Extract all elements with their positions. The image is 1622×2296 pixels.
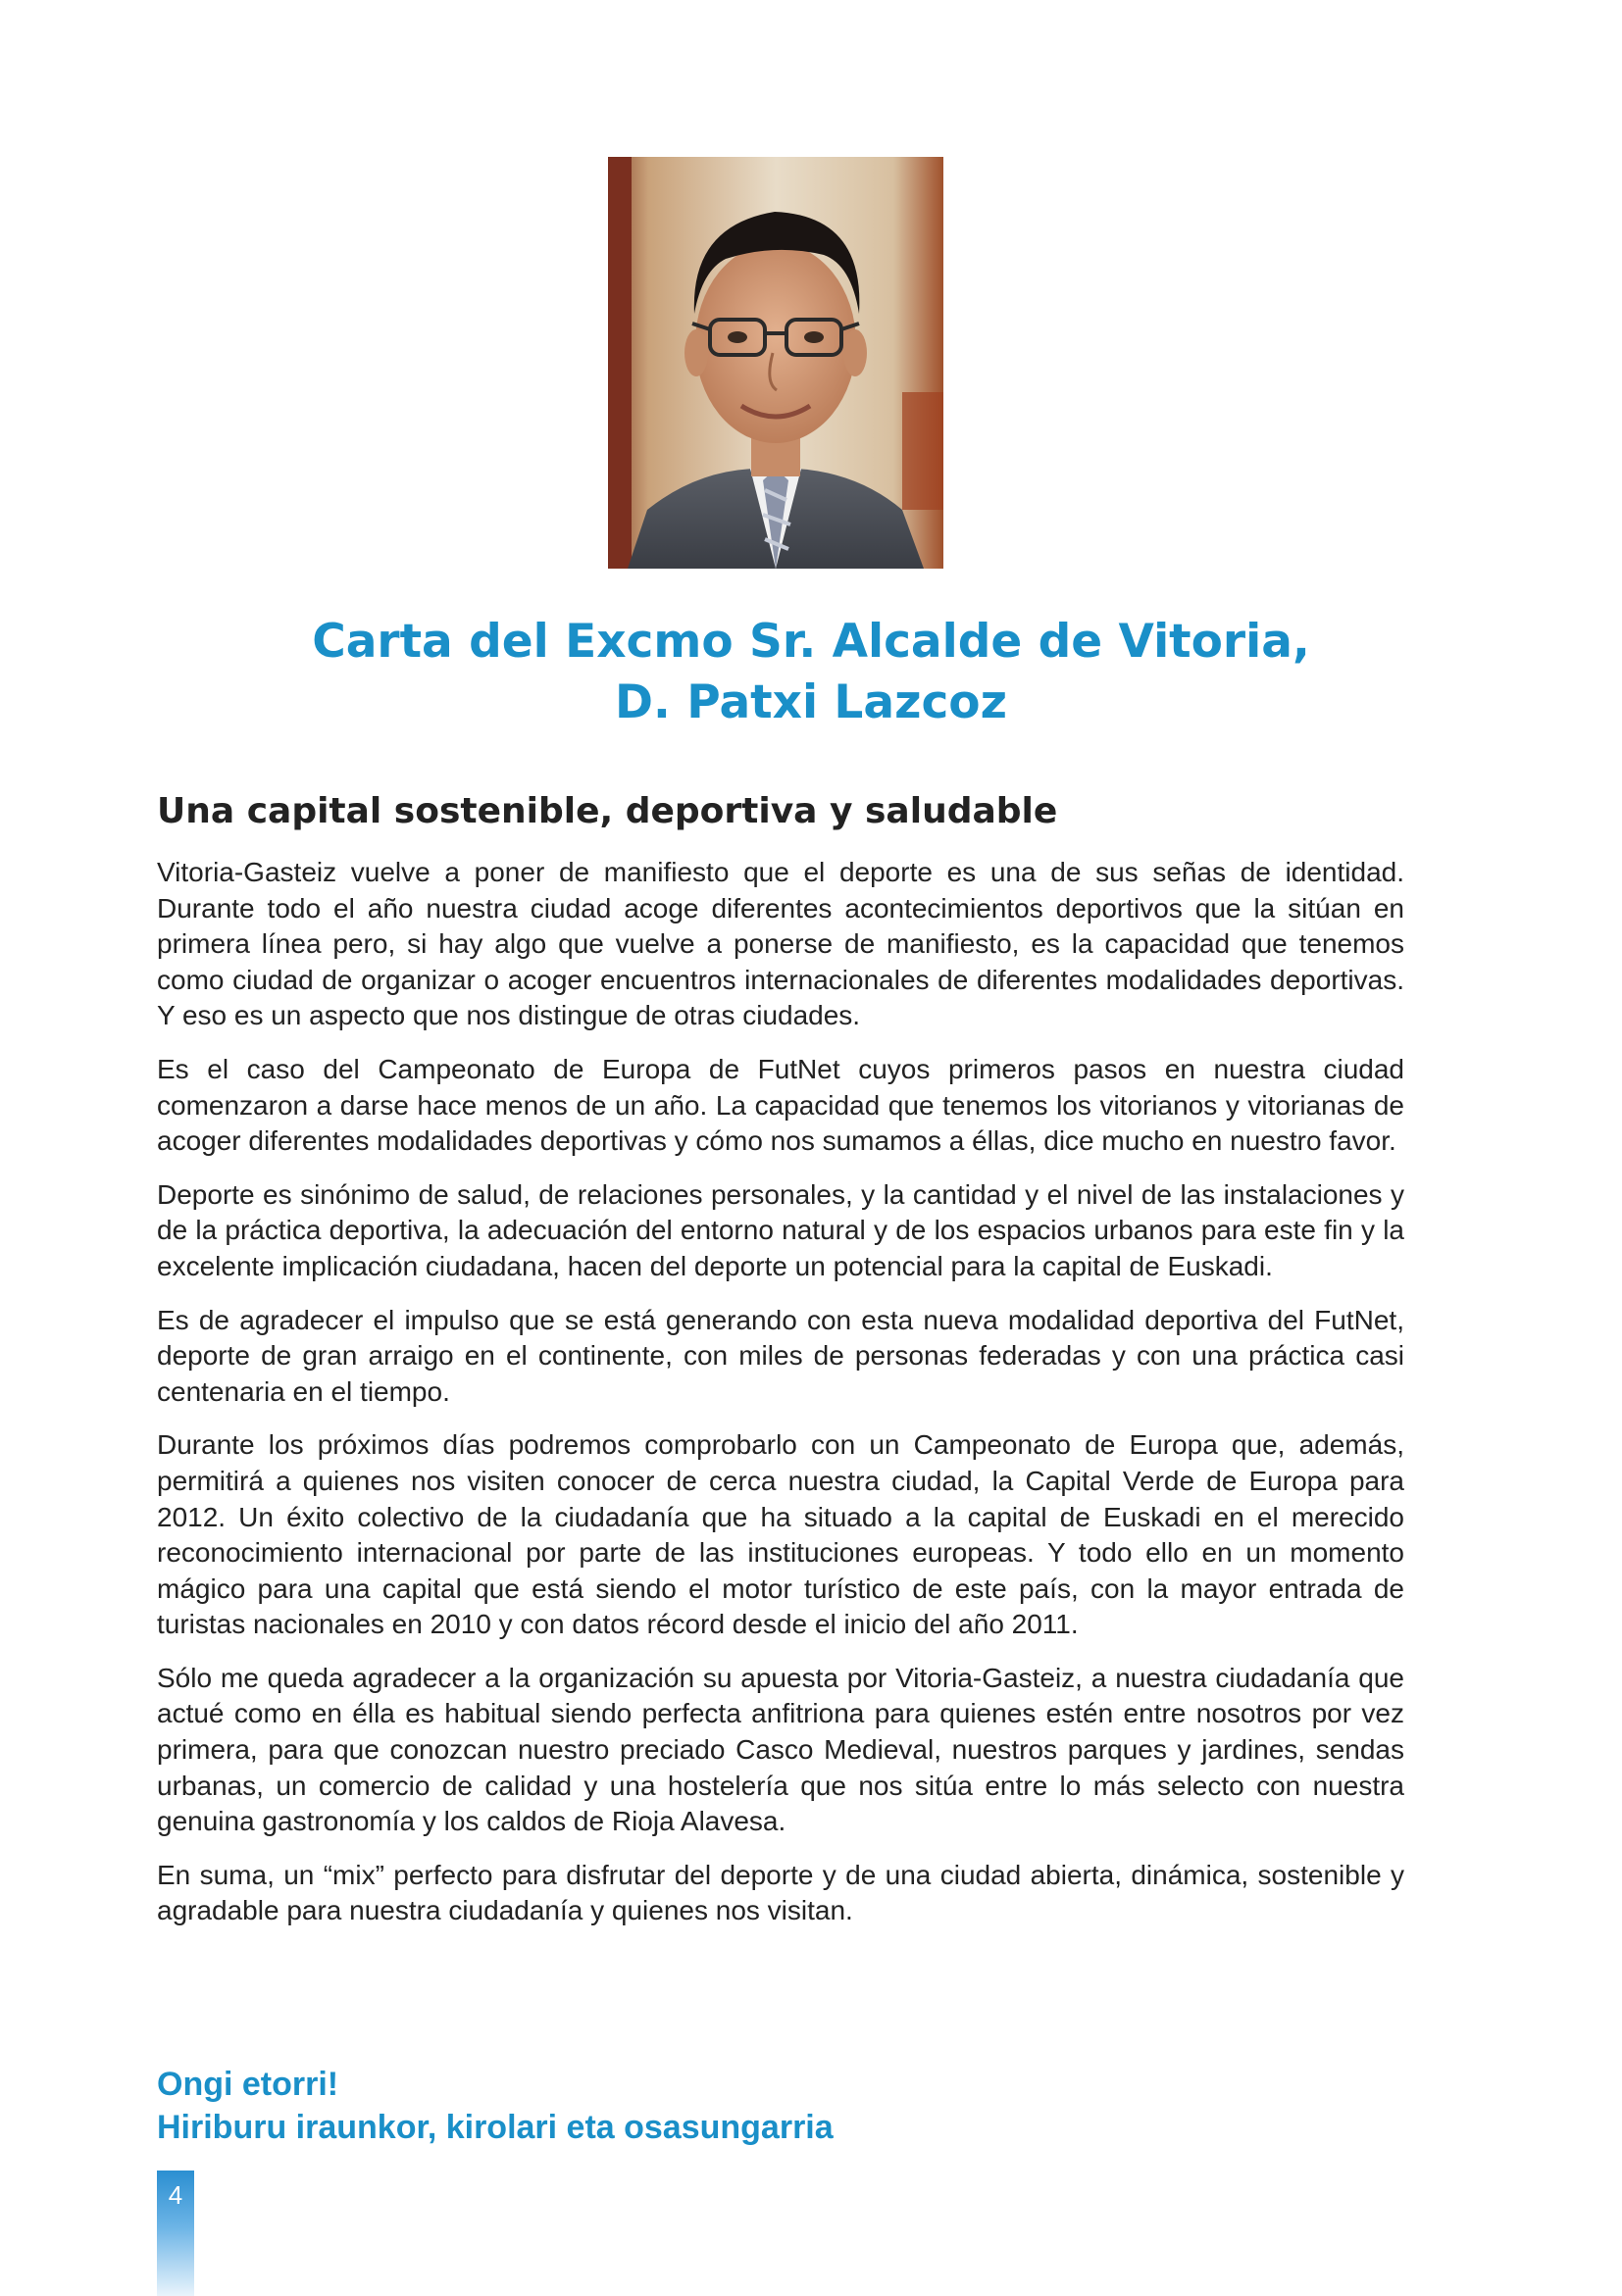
paragraph: Es el caso del Campeonato de Europa de FutNet cuyos primeros pasos en nuestra ciudad comenzaron a darse hace menos de un año. La capacidad que tenemos los vitorianos y vitorianas de acoger diferentes modalidades deportivas y cómo nos sumamos a éllas, dice mucho en nuestro favor. (157, 1053, 1404, 1157)
page-number: 4 (168, 2180, 183, 2210)
paragraph: Durante los próximos días podremos comprobarlo con un Campeonato de Europa que, además, permitirá a quienes nos visiten conocer de cerca nuestra ciudad, la Capital Verde de Europa para 2012. Un éxito colectivo de la ciudadanía que ha situado a la capital de Euskadi en el merecido reconocimiento internacional por parte de las instituciones europeas. Y todo ello en un momento mágico para una capital que está siendo el motor turístico de este país, con la mayor entrada de turistas nacionales en 2010 y con datos récord desde el inicio del año 2011. (157, 1429, 1404, 1640)
paragraph: Vitoria-Gasteiz vuelve a poner de manifiesto que el deporte es una de sus señas de identidad. Durante todo el año nuestra ciudad acoge diferentes acontecimientos deportivos que la sitúan en primera línea pero, si hay algo que vuelve a ponerse de manifiesto, es la capacidad que tenemos como ciudad de organizar o acoger encuentros internacionales de diferentes modalidades deportivas. Y eso es un aspecto que nos distingue de otras ciudades. (157, 857, 1404, 1031)
letter-body (157, 855, 1404, 1947)
closing-greeting (157, 2063, 834, 2149)
portrait-illustration (608, 157, 943, 569)
paragraph: Es de agradecer el impulso que se está generando con esta nueva modalidad deportiva del FutNet, deporte de gran arraigo en el continente, con miles de personas federadas y con una práctica casi centenaria en el tiempo. (157, 1304, 1404, 1407)
letter-title (157, 612, 1465, 733)
section-subtitle: Una capital sostenible, deportiva y saludable (157, 791, 1058, 831)
paragraph: Deporte es sinónimo de salud, de relaciones personales, y la cantidad y el nivel de las instalaciones y de la práctica deportiva, la adecuación del entorno natural y de los espacios urbanos para este fin y la excelente implicación ciudadana, hacen del deporte un potencial para la capital de Euskadi. (157, 1178, 1404, 1281)
paragraph: Sólo me queda agradecer a la organización su apuesta por Vitoria-Gasteiz, a nuestra ciudadanía que actué como en élla es habitual siendo perfecta anfitriona para quienes estén entre nosotros por vez primera, para que conozcan nuestro preciado Casco Medieval, nuestros parques y jardines, sendas urbanas, un comercio de calidad y una hostelería que nos sitúa entre lo más selecto con nuestra genuina gastronomía y los caldos de Rioja Alavesa. (157, 1662, 1404, 1837)
title-line-2: D. Patxi Lazcoz (615, 675, 1007, 729)
closing-line-1: Ongi etorri! (157, 2066, 339, 2103)
closing-line-2: Hiriburu iraunkor, kirolari eta osasungarria (157, 2109, 834, 2146)
paragraph: En suma, un “mix” perfecto para disfrutar del deporte y de una ciudad abierta, dinámica, sostenible y agradable para nuestra ciudadanía y quienes nos visitan. (157, 1859, 1404, 1926)
title-line-1: Carta del Excmo Sr. Alcalde de Vitoria, (312, 615, 1310, 669)
mayor-portrait-photo (608, 157, 943, 569)
page-number-tab (157, 2171, 194, 2296)
